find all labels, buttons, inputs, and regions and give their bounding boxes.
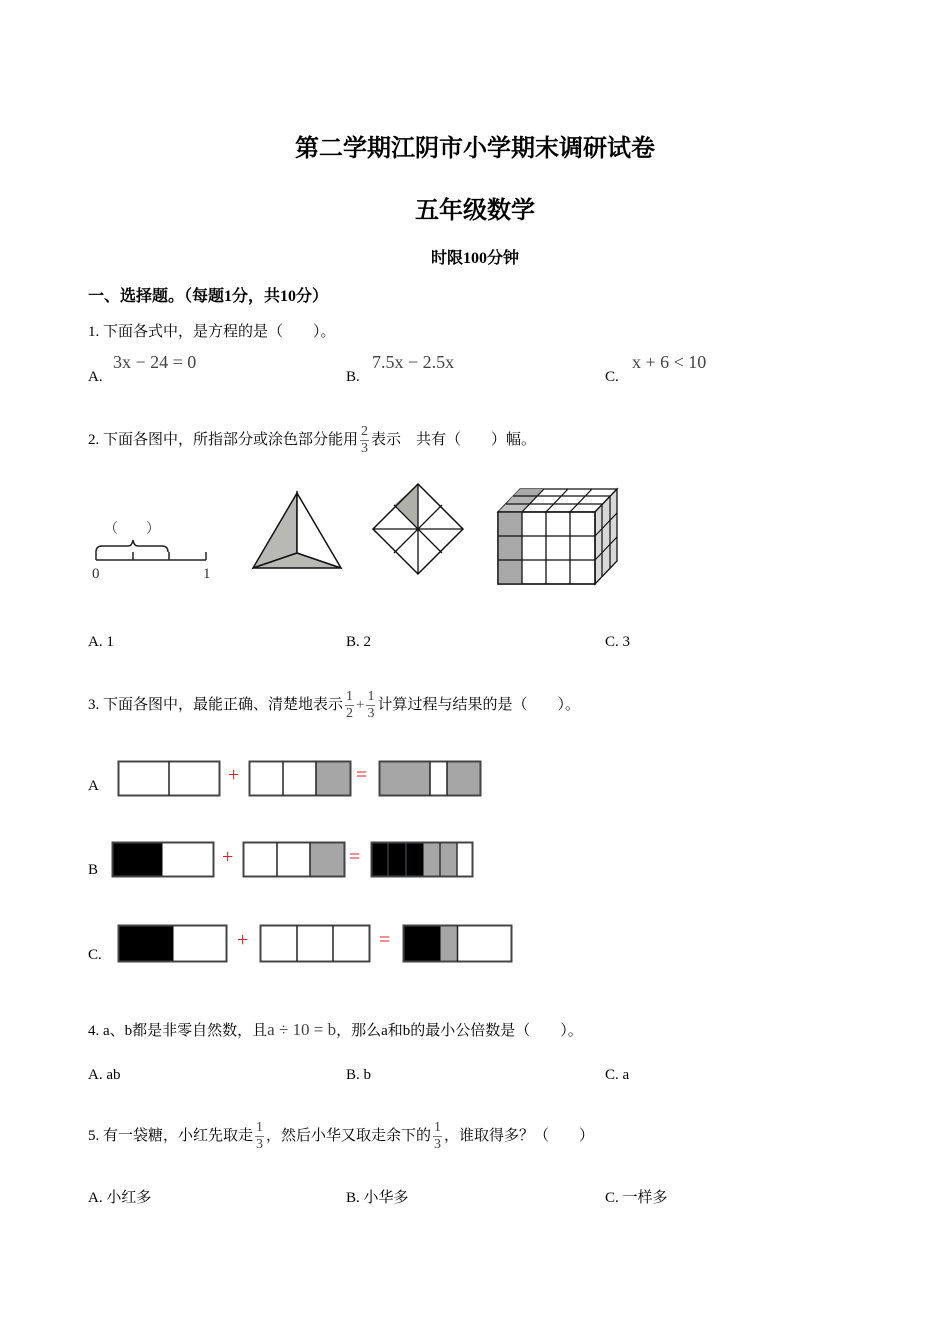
question-text-after: ，谁取得多？（ ） — [444, 1127, 595, 1144]
question-number: 5. — [88, 1127, 100, 1144]
q3-row-c-bar-half — [117, 924, 229, 964]
q3-row-b-equals: = — [349, 846, 361, 868]
exam-title: 第二学期江阴市小学期末调研试卷 — [295, 136, 655, 162]
question-3 — [88, 689, 580, 722]
q5-option-a: A. 小红多 — [88, 1190, 152, 1206]
cube-figure — [495, 485, 623, 587]
question-text-before: 下面各图中，所指部分或涂色部分能用 — [103, 431, 359, 448]
question-1 — [88, 320, 336, 341]
q3-row-c-bar-result — [402, 924, 514, 964]
question-5 — [88, 1120, 594, 1153]
q4-option-b: B. b — [346, 1067, 372, 1083]
question-text-before: a、b都是非零自然数，且 — [103, 1023, 268, 1039]
exam-subtitle: 五年级数学 — [415, 198, 535, 224]
q3-row-b-bar-third — [242, 841, 346, 879]
q3-row-a-bar-result — [378, 760, 483, 798]
number-line-zero: 0 — [92, 566, 100, 582]
question-text-after: 表示 共有（ ）幅。 — [371, 431, 537, 448]
question-text-before: 下面各图中，最能正确、清楚地表示 — [103, 696, 344, 713]
q3-row-b-label: B — [88, 862, 99, 878]
fraction-one-third-a: $\frac{1}{3}$ — [256, 1120, 264, 1152]
question-text-after: 计算过程与结果的是（ ）。 — [377, 696, 580, 713]
question-number: 4. — [88, 1023, 100, 1039]
q3-row-a-equals: = — [356, 764, 368, 786]
q3-row-b-bar-result — [370, 841, 475, 879]
time-limit: 时限100分钟 — [430, 250, 519, 267]
equation: a ÷ 10 = b — [267, 1020, 337, 1039]
q3-row-c-equals: = — [379, 929, 391, 951]
q3-row-b-bar-half — [111, 841, 216, 879]
number-line-one: 1 — [203, 566, 211, 582]
fraction-one-half: $\frac{1}{2}$ — [346, 689, 354, 721]
q2-option-a: A. 1 — [88, 634, 114, 650]
diamond-figure — [370, 481, 466, 577]
q1-option-c-value: x + 6 < 10 — [632, 352, 707, 372]
question-number: 1. — [88, 324, 100, 340]
q2-option-b: B. 2 — [346, 634, 372, 650]
q3-row-c-label: C. — [88, 947, 102, 963]
q3-row-a-bar-half — [117, 760, 222, 798]
q1-option-c-label: C. — [605, 369, 619, 385]
question-number: 3. — [88, 696, 100, 713]
question-4 — [88, 1019, 583, 1040]
fraction-two-thirds: $\frac{2}{3}$ — [361, 424, 369, 456]
q4-option-c: C. a — [605, 1067, 630, 1083]
fraction-one-third: $\frac{1}{3}$ — [367, 689, 375, 721]
q1-option-b-label: B. — [346, 369, 360, 385]
section-heading: 一、选择题。（每题1分，共10分） — [88, 288, 329, 305]
question-text-after: ，那么a和b的最小公倍数是（ ）。 — [336, 1023, 583, 1039]
q5-option-c: C. 一样多 — [605, 1190, 668, 1206]
triangle-figure — [250, 490, 345, 572]
q4-option-a: A. ab — [88, 1067, 121, 1083]
q1-option-a-value: 3x − 24 = 0 — [113, 352, 197, 372]
question-text: 下面各式中，是方程的是（ ）。 — [103, 324, 336, 340]
question-2 — [88, 424, 536, 457]
q3-row-b-plus: + — [222, 846, 234, 868]
question-text-before: 有一袋糖，小红先取走 — [103, 1127, 254, 1144]
number-line-figure — [88, 530, 218, 590]
q1-option-b-value: 7.5x − 2.5x — [372, 352, 455, 372]
q3-row-c-plus: + — [237, 929, 249, 951]
q1-option-a-label: A. — [88, 369, 103, 385]
q3-row-c-bar-third — [259, 924, 372, 964]
q5-option-b: B. 小华多 — [346, 1190, 409, 1206]
q3-row-a-plus: + — [228, 764, 240, 786]
question-number: 2. — [88, 431, 100, 448]
plus-sign: + — [356, 696, 365, 713]
q3-row-a-label: A — [88, 778, 99, 794]
q3-row-a-bar-third — [248, 760, 352, 798]
fraction-one-third-b: $\frac{1}{3}$ — [434, 1120, 442, 1152]
q2-option-c: C. 3 — [605, 634, 631, 650]
brace-label: （ ） — [104, 522, 160, 537]
question-text-middle: ，然后小华又取走余下的 — [266, 1127, 432, 1144]
